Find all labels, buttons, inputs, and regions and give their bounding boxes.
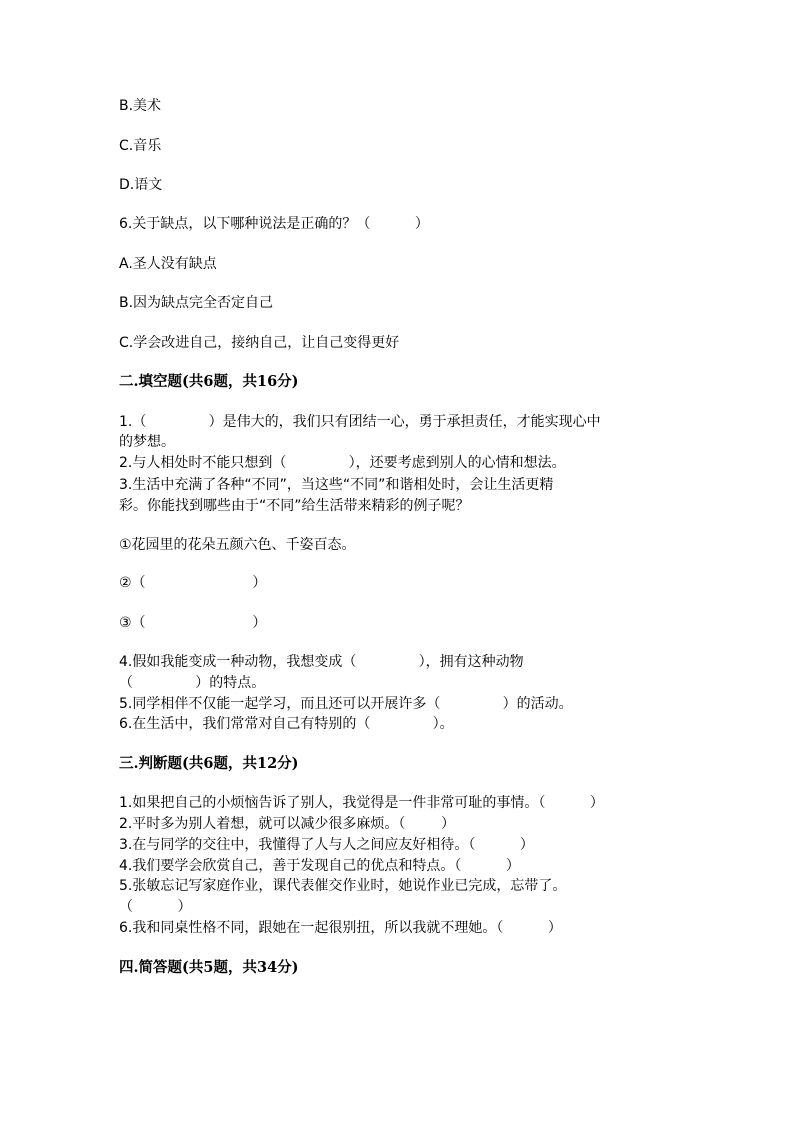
judgment-heading: 三.判断题(共6题，共12分) — [119, 755, 299, 772]
fill-q3-item1: ①花园里的花朵五颜六色、千姿百态。 — [119, 537, 356, 553]
judge-q5-line2: （ ） — [119, 899, 192, 915]
short-answer-heading: 四.简答题(共5题，共34分) — [119, 959, 299, 976]
q6-option-c: C.学会改进自己，接纳自己，让自己变得更好 — [119, 335, 400, 351]
q5-option-d: D.语文 — [119, 177, 163, 193]
judge-q5-line1: 5.张敏忘记写家庭作业，课代表催交作业时，她说作业已完成，忘带了。 — [119, 878, 567, 894]
fill-q3-item2: ②（ ） — [119, 575, 267, 591]
judge-q2: 2.平时多为别人着想，就可以减少很多麻烦。（ ） — [119, 816, 455, 832]
judge-q1: 1.如果把自己的小烦恼告诉了别人，我觉得是一件非常可耻的事情。（ ） — [119, 795, 604, 811]
q6-option-b: B.因为缺点完全否定自己 — [119, 295, 274, 311]
fill-q3-line2: 彩。你能找到哪些由于“不同”给生活带来精彩的例子呢？ — [119, 498, 470, 514]
fill-q3-line1: 3.生活中充满了各种“不同”，当这些“不同”和谐相处时，会让生活更精 — [119, 477, 554, 493]
fill-q5: 5.同学相伴不仅能一起学习，而且还可以开展许多（ ）的活动。 — [119, 696, 573, 712]
fill-blank-heading: 二.填空题(共6题，共16分) — [119, 373, 299, 390]
q6-stem: 6.关于缺点，以下哪种说法是正确的？（ ） — [119, 216, 429, 232]
q5-option-b: B.美术 — [119, 98, 162, 114]
fill-q6: 6.在生活中，我们常常对自己有特别的（ ）。 — [119, 716, 454, 732]
fill-q4-line2: （ ）的特点。 — [119, 675, 266, 691]
judge-q6: 6.我和同桌性格不同，跟她在一起很别扭，所以我就不理她。（ ） — [119, 920, 562, 936]
q5-option-c: C.音乐 — [119, 138, 162, 154]
judge-q3: 3.在与同学的交往中，我懂得了人与人之间应友好相待。（ ） — [119, 837, 534, 853]
fill-q1-line2: 的梦想。 — [119, 434, 175, 450]
fill-q2: 2.与人相处时不能只想到（ ），还要考虑到别人的心情和想法。 — [119, 455, 566, 471]
fill-q1-line1: 1.（ ）是伟大的，我们只有团结一心，勇于承担责任，才能实现心中 — [119, 414, 601, 430]
judge-q4: 4.我们要学会欣赏自己，善于发现自己的优点和特点。（ ） — [119, 858, 520, 874]
fill-q3-item3: ③（ ） — [119, 615, 267, 631]
fill-q4-line1: 4.假如我能变成一种动物，我想变成（ ），拥有这种动物 — [119, 654, 524, 670]
q6-option-a: A.圣人没有缺点 — [119, 256, 217, 272]
